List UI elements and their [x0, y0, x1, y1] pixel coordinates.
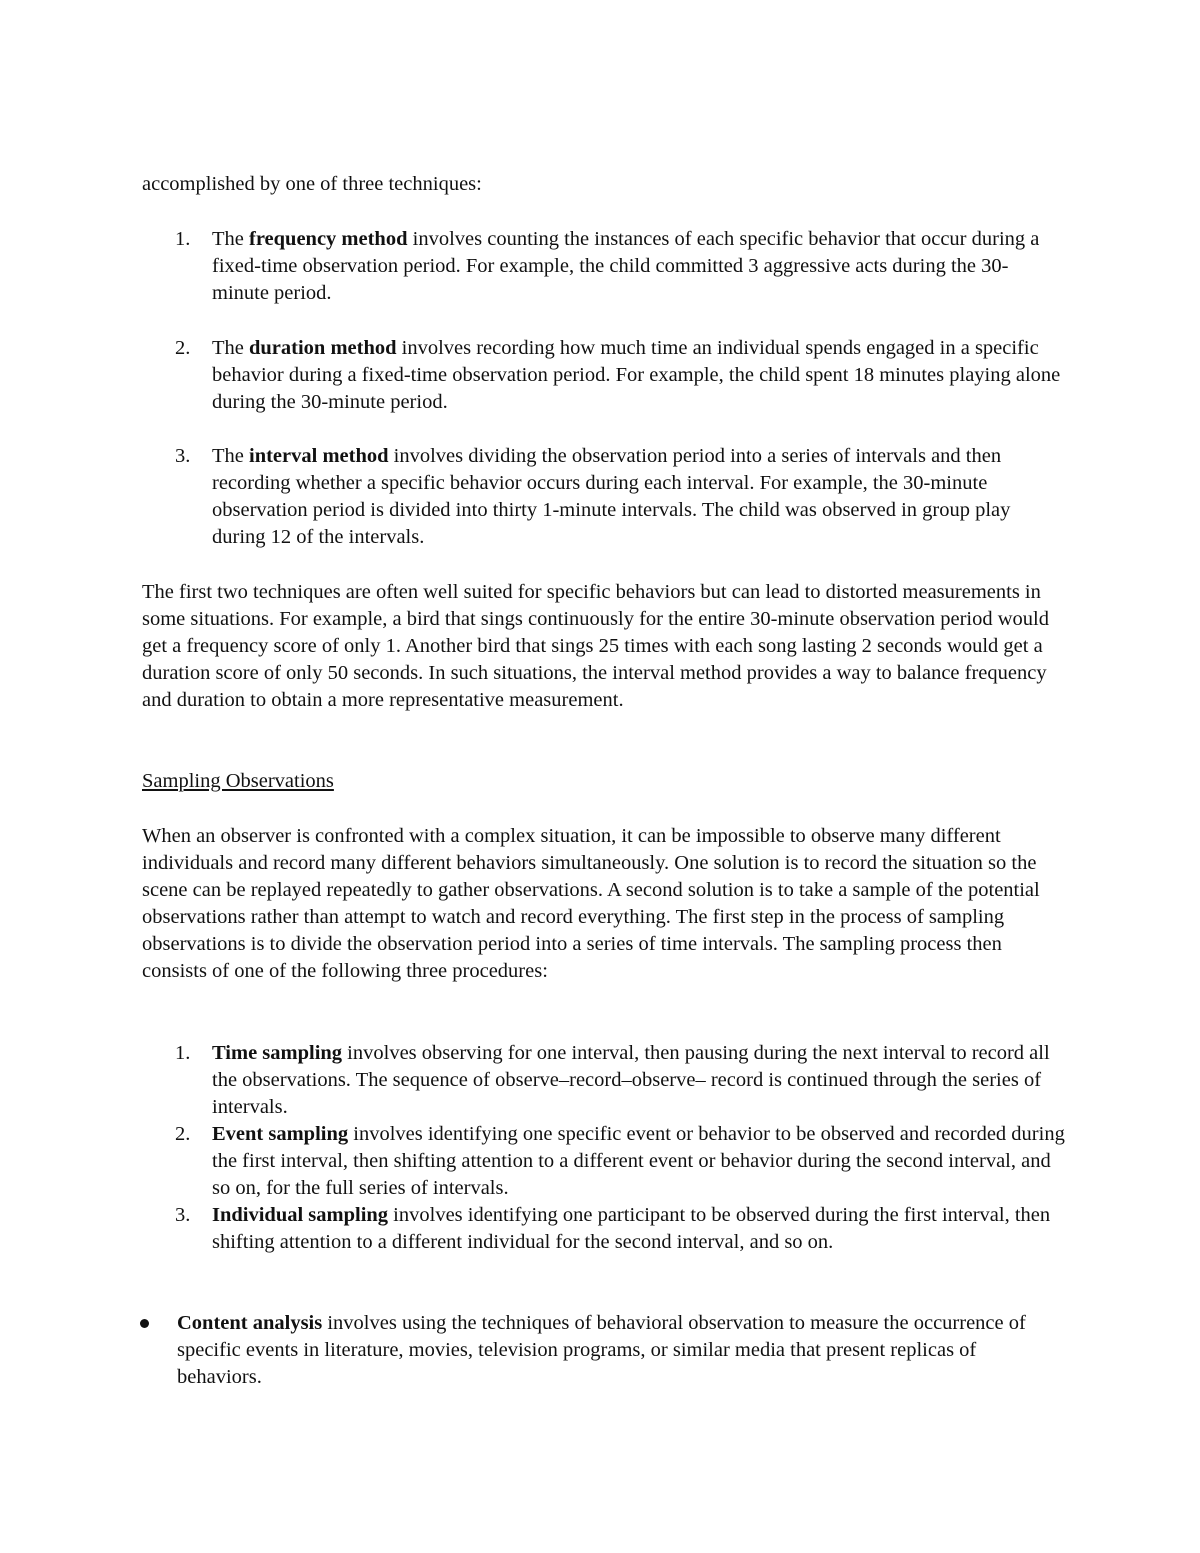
item-description: involves dividing the observation period into a series of intervals and then recording whether a specific behavior occurs during each interval. For example, the 30-minute observation period is divided into thirty 1-minute intervals. The child was observed in group play during 12 of the intervals. — [212, 445, 1011, 548]
list-item-text — [212, 226, 1065, 307]
list-number: 2. — [175, 337, 191, 359]
procedure-item-event-sampling — [175, 1121, 1065, 1202]
bullet-item-content-analysis — [140, 1310, 1065, 1391]
method-item-interval — [175, 443, 1065, 551]
bullet-icon — [140, 1319, 149, 1328]
list-item-text — [212, 1202, 1065, 1256]
item-description: involves identifying one specific event or behavior to be observed and recorded during the first interval, then shifting attention to a different event or behavior during the second interval, and so on, for the full series of intervals. — [212, 1123, 1065, 1199]
paragraph-sampling: When an observer is confronted with a complex situation, it can be impossible to observe many different individuals and record many different behaviors simultaneously. One solution is to record the situation so the scene can be replayed repeatedly to gather observations. A second solution is to take a sample of the potential observations rather than attempt to watch and record everything. The first step in the process of sampling observations is to divide the observation period into a series of time intervals. The sampling process then consists of one of the following three procedures: — [142, 825, 1040, 982]
term-bold: Individual sampling — [212, 1204, 389, 1226]
method-item-frequency — [175, 226, 1065, 307]
list-number: 1. — [175, 1042, 191, 1064]
term-bold: frequency method — [249, 228, 408, 250]
item-description: involves recording how much time an individual spends engaged in a specific behavior during a fixed-time observation period. For example, the child spent 18 minutes playing alone during the 30-minute period. — [212, 337, 1061, 413]
item-prefix: The — [212, 337, 249, 359]
item-prefix: The — [212, 445, 249, 467]
item-description: involves identifying one participant to be observed during the first interval, then shifting attention to a different individual for the second interval, and so on. — [212, 1204, 1051, 1253]
list-number: 2. — [175, 1123, 191, 1145]
intro-text: accomplished by one of three techniques: — [142, 173, 482, 195]
list-number: 3. — [175, 1204, 191, 1226]
method-item-duration — [175, 335, 1065, 416]
list-item-text — [212, 335, 1065, 416]
term-bold: duration method — [249, 337, 397, 359]
item-prefix: The — [212, 228, 249, 250]
procedure-item-individual-sampling — [175, 1202, 1065, 1256]
section-heading: Sampling Observations — [142, 770, 334, 792]
term-bold: Event sampling — [212, 1123, 349, 1145]
list-item-text — [212, 1121, 1065, 1202]
term-bold: Content analysis — [177, 1312, 323, 1334]
list-item-text — [177, 1310, 1065, 1391]
paragraph-distortion: The first two techniques are often well suited for specific behaviors but can lead to distorted measurements in some situations. For example, a bird that sings continuously for the entire 30-minute observation period would get a frequency score of only 1. Another bird that sings 25 times with each song lasting 2 seconds would get a duration score of only 50 seconds. In such situations, the interval method provides a way to balance frequency and duration to obtain a more representative measurement. — [142, 581, 1049, 711]
list-number: 1. — [175, 228, 191, 250]
term-bold: Time sampling — [212, 1042, 343, 1064]
list-item-text — [212, 443, 1065, 551]
procedure-item-time-sampling — [175, 1040, 1065, 1121]
term-bold: interval method — [249, 445, 389, 467]
list-number: 3. — [175, 445, 191, 467]
list-item-text — [212, 1040, 1065, 1121]
item-description: involves using the techniques of behavioral observation to measure the occurrence of specific events in literature, movies, television programs, or similar media that present replicas of behaviors. — [177, 1312, 1026, 1388]
item-description: involves observing for one interval, then pausing during the next interval to record all the observations. The sequence of observe–record–observe– record is continued through the series of intervals. — [212, 1042, 1050, 1118]
item-description: involves counting the instances of each specific behavior that occur during a fixed-time observation period. For example, the child committed 3 aggressive acts during the 30-minute period. — [212, 228, 1040, 304]
